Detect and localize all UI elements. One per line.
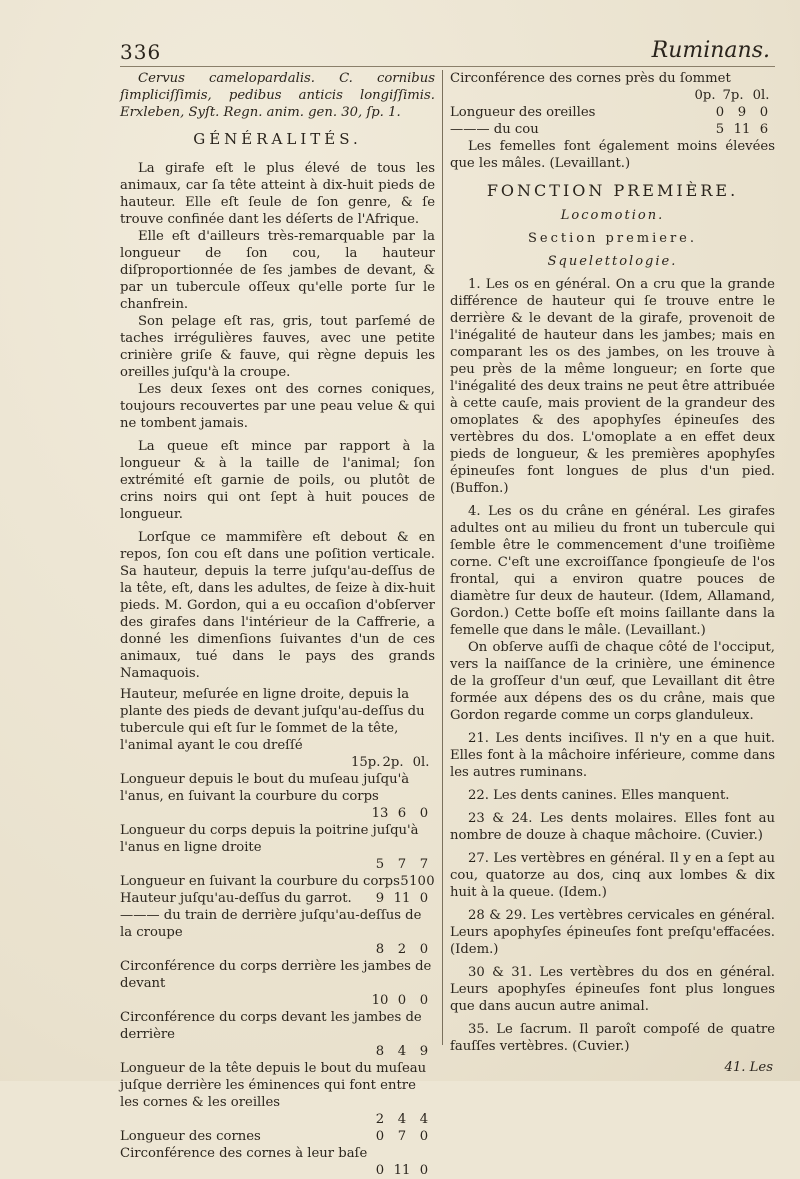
measure-pouces: 9 xyxy=(737,105,747,120)
measure-pieds: 0 xyxy=(715,105,725,120)
measure-label: Circonférence des cornes à leur baſe xyxy=(120,1146,368,1161)
paragraph: 22. Les dents canines. Elles manquent. xyxy=(468,788,730,803)
right-column xyxy=(450,70,775,1076)
measure-pieds: 13 xyxy=(371,806,389,821)
paragraph: 27. Les vertèbres en général. Il y en a ſept au cou, quatorze au dos, cinq aux lombes & dix huit à la queue. (Idem.) xyxy=(450,851,775,900)
measure-pieds: 9 xyxy=(375,891,385,906)
measure-row xyxy=(450,70,775,104)
measure-pouces: 4 xyxy=(397,1112,407,1127)
squelettologie-heading: Squelettologie. xyxy=(547,254,678,269)
measure-pouces: 0 xyxy=(397,993,407,1008)
measure-pouces: 4 xyxy=(397,1044,407,1059)
measure-pouces: 11 xyxy=(393,1163,411,1178)
paragraph: 21. Les dents inciſives. Il n'y en a que huit. Elles font à la mâchoire inférieure, comme dans les autres ruminans. xyxy=(450,731,775,780)
measure-pieds: 2 xyxy=(375,1112,385,1127)
measure-label: Longueur des oreilles xyxy=(450,105,596,120)
paragraph: Elle eſt d'ailleurs très-remarquable par la longueur de ſon cou, la hauteur diſproportionnée de ſes jambes de devant, & par un tubercule oſſeux qu'elle porte ſur le chanfrein. xyxy=(120,229,435,312)
paragraph: 1. Les os en général. On a cru que la grande différence de hauteur qui ſe trouve entre le derrière & le devant de la girafe, provenoit de l'inégalité de hauteur dans les jambes; mais en comparant les os des jambes, on les trouve à peu près de la même longueur; en ſorte que l'inégalité des deux trains ne peut être attribuée à cette cauſe, mais provient de la grandeur des omoplates & des apophyſes épineuſes des vertèbres du dos. L'omoplate a en effet deux pieds de longueur, & les premières apophyſes épineuſes font longues de plus d'un pied. (Buffon.) xyxy=(450,277,775,496)
header-rule xyxy=(120,66,775,67)
measure-row xyxy=(120,1009,435,1060)
paragraph: On obſerve auſſi de chaque côté de l'occiput, vers la naiſſance de la crinière, une éminence de la groſſeur d'un œuf, que Levaillant dit être formée aux dépens des os du crâne, mais que Gordon regarde comme un corps glanduleux. xyxy=(450,640,775,723)
section-heading: GÉNÉRALITÉS. xyxy=(193,130,362,148)
paragraph: Lorſque ce mammifère eſt debout & en repos, ſon cou eſt dans une poſition verticale. Sa hauteur, depuis la terre juſqu'au-deſſus de la tête, eſt, dans les adultes, de ſeize à dix-huit pieds. M. Gordon, qui a eu occaſion d'obſerver des girafes dans l'intérieur de la Caffrerie, a donné les dimenſions ſuivantes d'un de ces animaux, tué dans le pays des grands Namaquois. xyxy=(120,530,435,681)
measure-pouces: 2 xyxy=(397,942,407,957)
measure-row xyxy=(120,1145,435,1179)
measure-pouces: 2p. xyxy=(382,755,404,770)
paragraph: Les deux ſexes ont des cornes coniques, toujours recouvertes par une peau velue & qui ne tombent jamais. xyxy=(120,382,435,431)
measure-pieds: 10 xyxy=(371,993,389,1008)
measure-lignes: 0 xyxy=(419,993,429,1008)
column-divider xyxy=(442,70,443,1045)
measure-lignes: 4 xyxy=(419,1112,429,1127)
measure-label: Circonférence du corps devant les jambes de derrière xyxy=(120,1010,422,1042)
measure-pouces: 11 xyxy=(393,891,411,906)
paragraph: 23 & 24. Les dents molaires. Elles font au nombre de douze à chaque mâchoire. (Cuvier.) xyxy=(450,811,775,843)
measure-pouces: 10 xyxy=(409,874,426,889)
measure-label: Longueur depuis le bout du muſeau juſqu'à l'anus, en ſuivant la courbure du corps xyxy=(120,772,410,804)
measure-pieds: 15p. xyxy=(351,755,381,770)
measure-label: Hauteur, meſurée en ligne droite, depuis la plante des pieds de devant juſqu'au-deſſus du tubercule qui eſt ſur le ſommet de la tête, l'animal ayant le cou dreſſé xyxy=(120,687,425,753)
measure-pouces: 6 xyxy=(397,806,407,821)
measure-label: Longueur des cornes xyxy=(120,1129,261,1144)
measure-row xyxy=(120,686,435,771)
measure-row xyxy=(450,121,775,138)
paragraph: Son pelage eſt ras, gris, tout parſemé de taches irrégulières fauves, avec une petite crinière griſe & fauve, qui règne depuis les oreilles juſqu'à la croupe. xyxy=(120,314,435,380)
measure-pouces: 7 xyxy=(397,1129,407,1144)
measure-lignes: 0 xyxy=(419,806,429,821)
measure-lignes: 6 xyxy=(759,122,769,137)
measure-lignes: 0 xyxy=(419,1129,429,1144)
measure-row xyxy=(120,1128,435,1145)
measure-row xyxy=(120,907,435,958)
measure-lignes: 0 xyxy=(419,942,429,957)
measure-row xyxy=(120,771,435,822)
measure-lignes: 0 xyxy=(426,874,435,889)
measure-pieds: 0 xyxy=(375,1163,385,1178)
synonym-text: Cervus camelopardalis. C. cornibus ſimpliciſſimis, pedibus anticis longiſſimis. Erxleben, Syſt. Regn. anim. gen. 30, ſp. 1. xyxy=(120,71,435,120)
female-note: Les femelles font également moins élevées que les mâles. (Levaillant.) xyxy=(450,139,775,171)
measure-pieds: 5 xyxy=(715,122,725,137)
measure-lignes: 0 xyxy=(759,105,769,120)
section-heading: Section premiere. xyxy=(527,231,698,246)
fonction-heading: FONCTION PREMIÈRE. xyxy=(486,181,739,200)
measure-pieds: 5 xyxy=(375,857,385,872)
running-title: Ruminans. xyxy=(651,38,770,63)
measure-label: Longueur de la tête depuis le bout du muſeau juſque derrière les éminences qui font entre les cornes & les oreilles xyxy=(120,1061,427,1110)
measure-lignes: 0 xyxy=(419,1163,429,1178)
measure-row xyxy=(450,104,775,121)
measure-row xyxy=(120,873,435,890)
measure-row xyxy=(120,958,435,1009)
measure-pieds: 8 xyxy=(375,1044,385,1059)
measure-pieds: 8 xyxy=(375,942,385,957)
measure-row xyxy=(120,822,435,873)
measure-lignes: 0 xyxy=(419,891,429,906)
measure-pouces: 11 xyxy=(733,122,751,137)
measure-label: Circonférence du corps derrière les jambes de devant xyxy=(120,959,432,991)
measure-label: Longueur en ſuivant la courbure du corps xyxy=(120,874,400,889)
left-column xyxy=(120,70,435,1179)
measure-row xyxy=(120,890,435,907)
measure-pieds: 5 xyxy=(400,874,409,889)
paragraph: 35. Le ſacrum. Il paroît compoſé de quatre fauſſes vertèbres. (Cuvier.) xyxy=(450,1022,775,1054)
measure-lignes: 9 xyxy=(419,1044,429,1059)
paragraph: La queue eſt mince par rapport à la longueur & à la taille de l'animal; ſon extrémité eſt garnie de poils, ou plutôt de crins noirs qui ont ſept à huit pouces de longueur. xyxy=(120,439,435,522)
measure-label: Circonférence des cornes près du ſommet xyxy=(450,71,731,86)
measurements-table xyxy=(120,686,435,1179)
paragraph: La girafe eſt le plus élevé de tous les animaux, car ſa tête atteint à dix-huit pieds de hauteur. Elle eſt ſeule de ſon genre, & ſe trouve confinée dant les déſerts de l'Afrique. xyxy=(120,161,435,227)
paragraph: 4. Les os du crâne en général. Les girafes adultes ont au milieu du front un tubercule qui ſemble être le commencement d'une troiſième corne. C'eſt une excroiſſance ſpongieuſe de l'os frontal, qui a environ quatre pouces de diamètre ſur deux de hauteur. (Idem, Allamand, Gordon.) Cette boſſe eſt moins ſaillante dans la femelle que dans le mâle. (Levaillant.) xyxy=(450,504,775,638)
locomotion-heading: Locomotion. xyxy=(560,208,665,223)
page-header xyxy=(120,38,770,68)
page-number: 336 xyxy=(120,40,162,64)
measure-pieds: 0p. xyxy=(694,88,716,103)
measure-label: ——— du train de derrière juſqu'au-deſſus de la croupe xyxy=(120,908,422,940)
measure-label: Longueur du corps depuis la poitrine juſqu'à l'anus en ligne droite xyxy=(120,823,419,855)
measure-pouces: 7p. xyxy=(722,88,744,103)
measure-lignes: 7 xyxy=(419,857,429,872)
measure-row xyxy=(120,1060,435,1128)
measure-pieds: 0 xyxy=(375,1129,385,1144)
catchword: 41. Les xyxy=(724,1060,773,1075)
measure-label: ——— du cou xyxy=(450,122,539,137)
measure-pouces: 7 xyxy=(397,857,407,872)
paragraph: 28 & 29. Les vertèbres cervicales en général. Leurs apophyſes épineuſes font preſqu'effacées. (Idem.) xyxy=(450,908,775,957)
measure-label: Hauteur juſqu'au-deſſus du garrot. xyxy=(120,891,352,906)
measure-lignes: 0l. xyxy=(752,88,770,103)
measure-lignes: 0l. xyxy=(412,755,430,770)
paragraph: 30 & 31. Les vertèbres du dos en général. Leurs apophyſes épineuſes font plus longues que dans aucun autre animal. xyxy=(450,965,775,1014)
